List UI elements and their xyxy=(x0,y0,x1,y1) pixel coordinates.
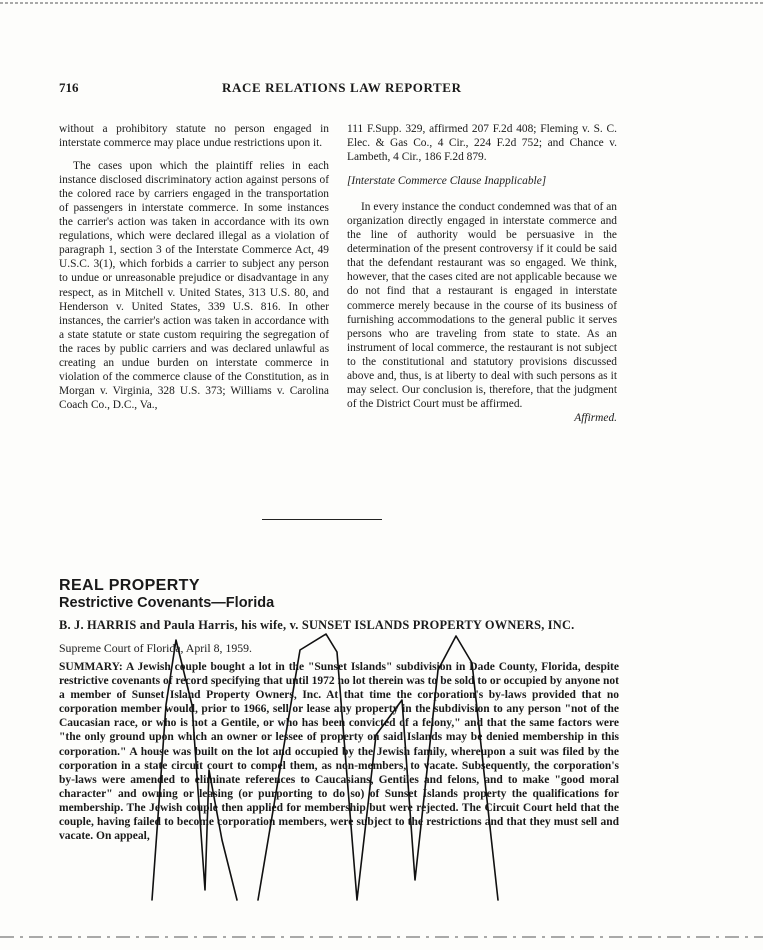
case-title: B. J. HARRIS and Paula Harris, his wife, v. SUNSET ISLANDS PROPERTY OWNERS, INC. xyxy=(59,618,575,632)
section-subtitle: Restrictive Covenants—Florida xyxy=(59,595,275,611)
subheading: [Interstate Commerce Clause Inapplicable] xyxy=(347,175,547,188)
right-paragraph-1: 111 F.Supp. 329, affirmed 207 F.2d 408; Fleming v. S. C. Elec. & Gas Co., 4 Cir., 224 F.2d 752; and Chance v. Lambeth, 4 Cir., 186 F.2d 879. xyxy=(347,123,617,164)
left-column xyxy=(59,122,329,412)
court-line: Supreme Court of Florida, April 8, 1959. xyxy=(59,641,252,655)
left-paragraph-2: The cases upon which the plaintiff relies in each instance disclosed discriminatory action against persons of the colored race by carriers engaged in the transportation of passengers in interstate commerce. In some instances the carrier's action was taken in accordance with its own regulations, which were declared illegal as a violation of paragraph 1, section 3 of the Interstate Commerce Act, 49 U.S.C. 3(1), which forbids a carrier to subject any person to undue or unreasonable prejudice or disadvantage in any respect, as in Mitchell v. United States, 313 U.S. 80, and Henderson v. United States, 339 U.S. 816. In other instances, the carrier's action was taken in accordance with a state statute or state custom requiring the segregation of the races by public carriers and was declared unlawful as creating an undue burden on interstate commerce in violation of the commerce clause of the Constitution, as in Morgan v. Virginia, 328 U.S. 373; Williams v. Carolina Coach Co., D.C., Va., xyxy=(59,160,329,411)
summary-text: A Jewish couple bought a lot in the "Sunset Islands" subdivision in Dade County, Florida, despite restrictive covenants of record specifying that until 1972 no lot therein was to be sold to or occupied by anyone not a member of Sunset Island Property Owners, Inc. At that time the corporation's by-laws provided that no corporation member would, prior to 1966, sell or lease any property in the subdivision to any person "not of the Caucasian race, or who is not a Gentile, or who has been convicted of a felony," and that the same factors were "the only ground upon which an owner or lessee of property on said Islands may be denied membership in this corporation." A house was built on the lot and occupied by the Jewish family, whereupon a suit was filed by the corporation in a state circuit court to compel them, as non-members, to vacate. Subsequently, the corporation's by-laws were amended to eliminate references to Caucasians, Gentiles and felons, and to make "good moral character" and owning or leasing (or purporting to do so) of Sunset Islands property the qualifications for membership. The Jewish couple then applied for membership but were rejected. The Circuit Court held that the couple, having failed to become corporation members, were subject to the restrictions and that they must sell and vacate. On appeal, xyxy=(59,661,619,843)
scan-bottom-edge xyxy=(0,932,763,944)
left-paragraph-1: without a prohibitory statute no person engaged in interstate commerce may place undue restrictions upon it. xyxy=(59,123,329,150)
page-number: 716 xyxy=(59,80,79,95)
scan-top-edge xyxy=(0,0,763,12)
affirmed-line: Affirmed. xyxy=(574,411,617,424)
summary-label: SUMMARY: xyxy=(59,661,123,673)
section-title: REAL PROPERTY xyxy=(59,577,200,594)
right-paragraph-2: In every instance the conduct condemned was that of an organization directly engaged in interstate commerce and the line of authority would be persuasive in the determination of the present controversy if it could be said that the defendant restaurant was so engaged. We think, however, that the cases cited are not applicable because we do not find that a restaurant is engaged in interstate commerce merely because in the course of its business of furnishing accommodations to the general public it serves persons who are traveling from state to state. As an instrument of local commerce, the restaurant is not subject to the constitutional and statutory provisions discussed above and, thus, is at liberty to deal with such persons as it may select. Our conclusion is, therefore, that the judgment of the District Court must be affirmed. xyxy=(347,201,617,410)
summary-paragraph xyxy=(59,660,619,843)
section-divider xyxy=(262,519,382,520)
right-column xyxy=(347,122,617,425)
running-head: RACE RELATIONS LAW REPORTER xyxy=(222,80,462,95)
